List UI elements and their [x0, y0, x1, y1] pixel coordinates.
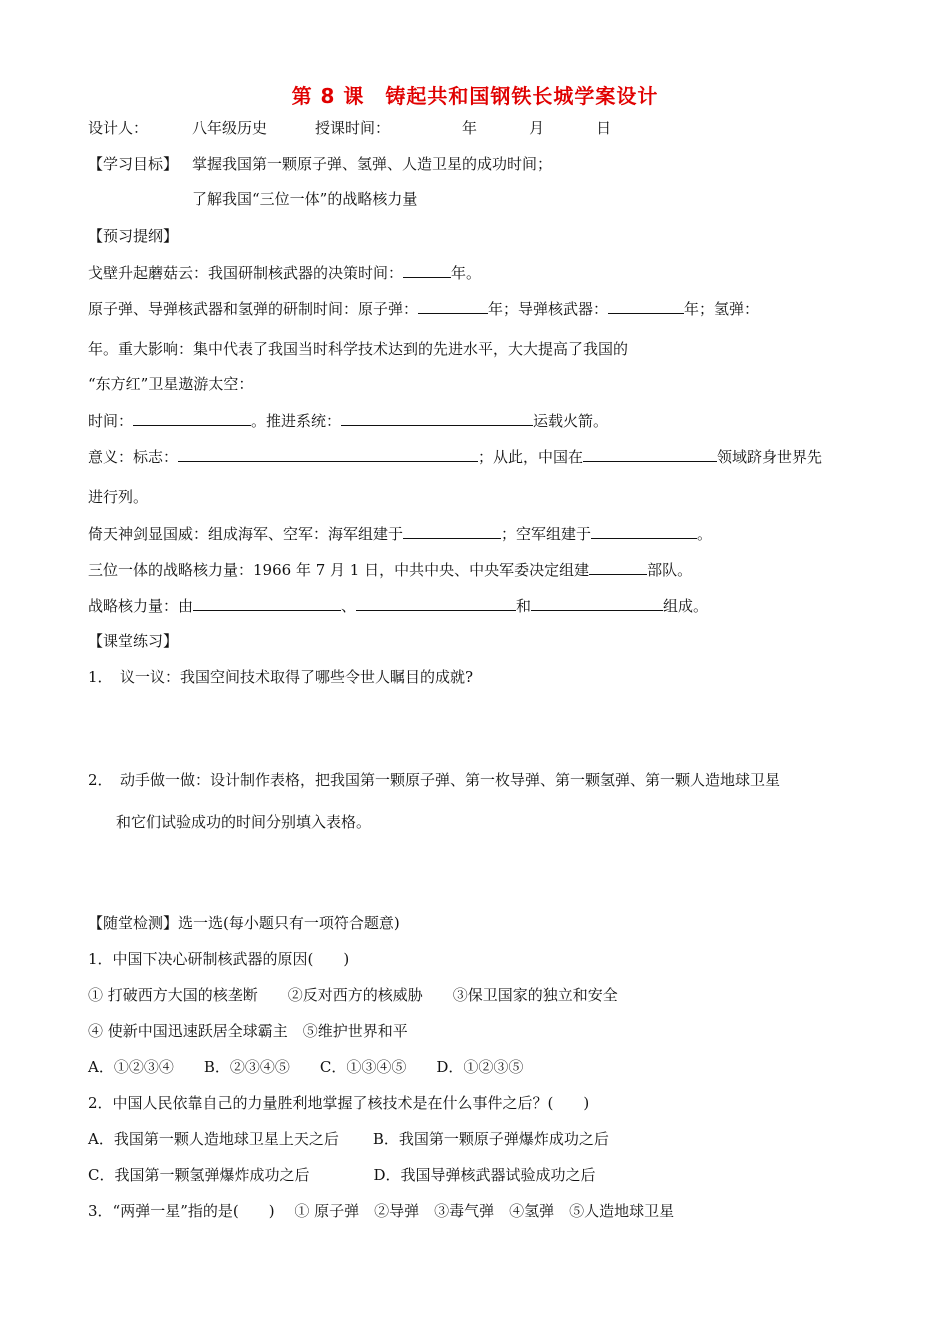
- test-q2: 2．中国人民依靠自己的力量胜利地掌握了核技术是在什么事件之后？( ): [88, 1094, 590, 1112]
- practice-q1: 1． 议一议：我国空间技术取得了哪些令世人瞩目的成就?: [88, 668, 474, 686]
- preview-line-8: [88, 523, 712, 544]
- blank-missile-year[interactable]: [608, 298, 684, 314]
- goals-label: 【学习目标】: [88, 155, 179, 173]
- day-label: 日: [596, 119, 612, 137]
- preview-text: 戈壁升起蘑菇云：我国研制核武器的决策时间：: [88, 264, 404, 282]
- practice-q2-line-2: 和它们试验成功的时间分别填入表格。: [116, 813, 372, 831]
- preview-text: 年。: [451, 264, 482, 282]
- practice-q2-line-1: 2． 动手做一做：设计制作表格，把我国第一颗原子弹、第一枚导弹、第一颗氢弹、第一颗人造地球卫星: [88, 771, 781, 789]
- test-q2-choice-c: C．我国第一颗氢弹爆炸成功之后: [88, 1166, 310, 1184]
- preview-line-7: 进行列。: [88, 488, 149, 506]
- practice-label: 【课堂练习】: [88, 632, 179, 650]
- preview-text: 原子弹、导弹核武器和氢弹的研制时间：原子弹：: [88, 300, 419, 318]
- test-q1: 1．中国下决心研制核武器的原因( ): [88, 950, 350, 968]
- preview-text: 和: [516, 597, 532, 615]
- preview-text: 领域跻身世界先: [717, 448, 823, 466]
- test-q1-choices: A．①②③④ B．②③④⑤ C．①③④⑤ D．①②③⑤: [88, 1058, 524, 1076]
- preview-line-10: [88, 595, 708, 616]
- month-label: 月: [529, 119, 545, 137]
- preview-text: 倚天神剑显国威：组成海军、空军：海军组建于: [88, 525, 404, 543]
- blank-significance[interactable]: [178, 446, 478, 462]
- time-label: 授课时间：: [315, 119, 391, 137]
- preview-line-4: “东方红”卫星遨游太空：: [88, 375, 254, 393]
- designer-value: 八年级历史: [192, 119, 268, 137]
- test-q2-choices-2: [88, 1165, 596, 1185]
- blank-field[interactable]: [583, 446, 717, 462]
- blank-navy-founded[interactable]: [403, 523, 501, 539]
- preview-text: 时间：: [88, 412, 134, 430]
- preview-line-5: [88, 410, 608, 431]
- test-label: 【随堂检测】: [88, 914, 179, 932]
- blank-airforce-founded[interactable]: [591, 523, 697, 539]
- preview-line-3: 年。重大影响：集中代表了我国当时科学技术达到的先进水平，大大提高了我国的: [88, 340, 629, 358]
- preview-line-6: [88, 446, 822, 467]
- blank-propulsion-system[interactable]: [341, 410, 533, 426]
- blank-force-2[interactable]: [356, 595, 516, 611]
- preview-text: 部队。: [647, 561, 693, 579]
- test-q3: 3．“两弹一星”指的是( ) ① 原子弹 ②导弹 ③毒气弹 ④氢弹 ⑤人造地球卫星: [88, 1202, 675, 1220]
- test-q2-choices-1: [88, 1129, 609, 1149]
- goals-line-1: [88, 154, 552, 174]
- preview-text: 年；氢弹：: [684, 300, 760, 318]
- preview-label: 【预习提纲】: [88, 227, 179, 245]
- preview-text: ；从此，中国在: [478, 448, 584, 466]
- preview-text: 三位一体的战略核力量：1966 年 7 月 1 日，中共中央、中央军委决定组建: [88, 561, 590, 579]
- preview-text: 战略核力量：由: [88, 597, 194, 615]
- blank-decision-year[interactable]: [403, 262, 451, 278]
- preview-line-1: [88, 262, 481, 283]
- preview-text: 。: [697, 525, 713, 543]
- test-intro: 选一选(每小题只有一项符合题意): [178, 914, 400, 932]
- preview-text: 运载火箭。: [533, 412, 609, 430]
- page-title: 第 8 课 铸起共和国钢铁长城学案设计: [291, 84, 659, 108]
- test-q1-options-1: ① 打破西方大国的核垄断 ②反对西方的核威胁 ③保卫国家的独立和安全: [88, 986, 618, 1004]
- blank-atomic-bomb-year[interactable]: [418, 298, 488, 314]
- goals-item-2: 了解我国“三位一体”的战略核力量: [192, 190, 418, 208]
- test-q1-options-2: ④ 使新中国迅速跃居全球霸主 ⑤维护世界和平: [88, 1022, 408, 1040]
- meta-line: [88, 118, 611, 138]
- designer-label: 设计人：: [88, 119, 149, 137]
- blank-unit-name[interactable]: [589, 559, 647, 575]
- preview-text: ；空军组建于: [501, 525, 592, 543]
- preview-text: 意义：标志：: [88, 448, 179, 466]
- test-q2-choice-a: A．我国第一颗人造地球卫星上天之后: [88, 1130, 339, 1148]
- preview-line-9: [88, 559, 692, 580]
- test-header: [88, 913, 400, 933]
- year-label: 年: [462, 119, 478, 137]
- preview-text: 年；导弹核武器：: [488, 300, 609, 318]
- preview-text: 。推进系统：: [251, 412, 342, 430]
- blank-force-1[interactable]: [193, 595, 341, 611]
- blank-force-3[interactable]: [531, 595, 663, 611]
- preview-text: 组成。: [663, 597, 709, 615]
- preview-text: 、: [341, 597, 357, 615]
- blank-satellite-time[interactable]: [133, 410, 251, 426]
- test-q2-choice-b: B．我国第一颗原子弹爆炸成功之后: [372, 1130, 609, 1148]
- preview-line-2: [88, 298, 759, 319]
- test-q2-choice-d: D．我国导弹核武器试验成功之后: [373, 1166, 596, 1184]
- goals-item-1: 掌握我国第一颗原子弹、氢弹、人造卫星的成功时间；: [192, 155, 553, 173]
